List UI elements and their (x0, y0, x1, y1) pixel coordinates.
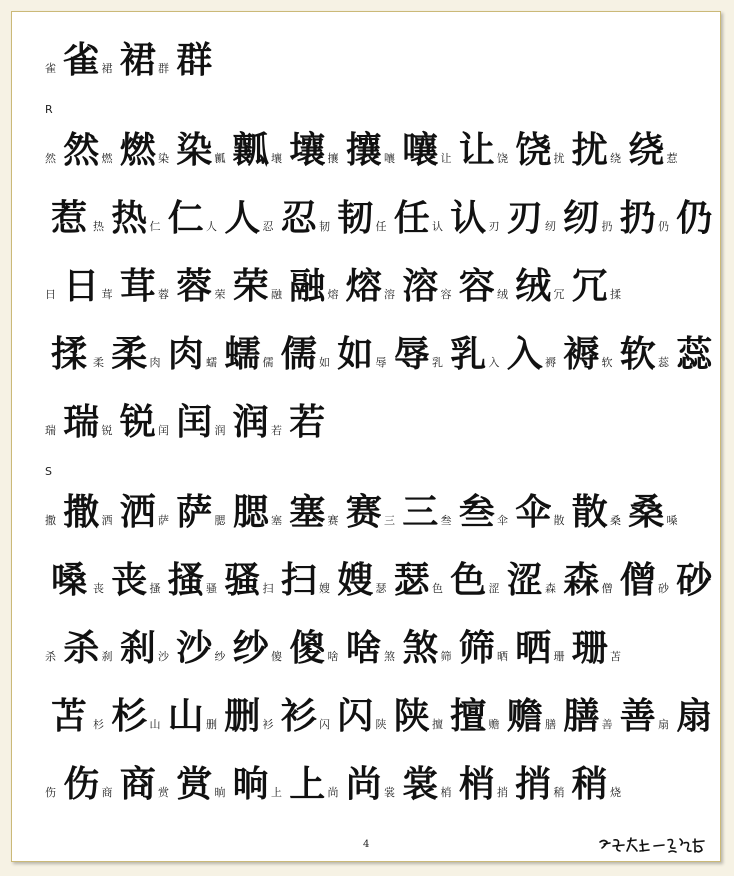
calligraphy-glyph: 筛 (458, 627, 495, 669)
printed-character: 裙 (101, 61, 113, 75)
calligraphy-glyph: 搔 (167, 559, 204, 601)
printed-character: 攘 (327, 151, 339, 165)
calligraphy-glyph: 傻 (289, 627, 326, 669)
calligraphy-glyph: 瑞 (63, 401, 100, 443)
printed-character: 茸 (101, 287, 113, 301)
printed-character: 上 (271, 785, 282, 799)
calligraphy-glyph: 任 (393, 197, 430, 239)
calligraphy-glyph: 森 (563, 559, 600, 601)
calligraphy-glyph: 杀 (63, 627, 100, 669)
calligraphy-glyph: 沙 (176, 627, 213, 669)
printed-character: 伤 (45, 785, 56, 799)
printed-character: 绒 (497, 287, 508, 301)
calligraphy-glyph: 伤 (63, 763, 100, 805)
printed-character: 辱 (375, 355, 387, 369)
calligraphy-glyph: 梢 (458, 763, 495, 805)
printed-character: 桑 (610, 513, 621, 527)
printed-character: 荣 (214, 287, 226, 301)
printed-character: 溶 (384, 287, 395, 301)
calligraphy-glyph: 纱 (232, 627, 269, 669)
calligraphy-glyph: 肉 (167, 333, 204, 375)
printed-character: 搔 (149, 581, 161, 595)
printed-character: 擅 (432, 717, 443, 731)
printed-character: 善 (601, 717, 613, 731)
calligraphy-glyph: 扇 (676, 695, 713, 737)
printed-character: 乳 (432, 355, 443, 369)
printed-character: 扫 (262, 581, 274, 595)
calligraphy-glyph: 雀 (63, 39, 100, 81)
calligraphy-glyph: 桑 (628, 491, 665, 533)
printed-character: 洒 (101, 513, 113, 527)
calligraphy-glyph: 认 (450, 197, 487, 239)
printed-character: 衫 (262, 717, 274, 731)
calligraphy-glyph: 茸 (119, 265, 156, 307)
calligraphy-glyph: 色 (450, 559, 487, 601)
printed-character: 商 (101, 785, 113, 799)
calligraphy-glyph: 嫂 (337, 559, 374, 601)
calligraphy-glyph: 纫 (563, 197, 600, 239)
printed-character: 壤 (271, 151, 282, 165)
calligraphy-glyph: 骚 (224, 559, 261, 601)
printed-character: 瑞 (45, 423, 56, 437)
calligraphy-glyph: 伞 (515, 491, 552, 533)
section-letter: S (45, 465, 52, 478)
printed-character: 融 (271, 287, 282, 301)
calligraphy-glyph: 染 (176, 129, 213, 171)
calligraphy-glyph: 人 (224, 197, 261, 239)
calligraphy-glyph: 荣 (232, 265, 269, 307)
printed-character: 撒 (45, 513, 56, 527)
printed-character: 韧 (319, 219, 330, 233)
calligraphy-glyph: 赏 (176, 763, 213, 805)
calligraphy-glyph: 褥 (563, 333, 600, 375)
calligraphy-glyph: 熔 (345, 265, 382, 307)
printed-character: 然 (45, 151, 56, 165)
calligraphy-glyph: 辱 (393, 333, 430, 375)
calligraphy-glyph: 饶 (515, 129, 552, 171)
calligraphy-glyph: 洒 (119, 491, 156, 533)
printed-character: 山 (149, 717, 161, 731)
calligraphy-glyph: 刹 (119, 627, 156, 669)
printed-character: 裳 (384, 785, 395, 799)
printed-character: 砂 (658, 581, 669, 595)
printed-character: 腮 (214, 513, 226, 527)
calligraphy-glyph: 膳 (563, 695, 600, 737)
calligraphy-glyph: 揉 (50, 333, 87, 375)
printed-character: 闰 (158, 423, 169, 437)
page-number: 4 (363, 839, 370, 850)
printed-character: 儒 (262, 355, 274, 369)
printed-character: 僧 (601, 581, 613, 595)
printed-character: 烧 (610, 785, 621, 799)
printed-character: 瓤 (214, 151, 226, 165)
printed-character: 刹 (101, 649, 113, 663)
calligraphy-glyph: 锐 (119, 401, 156, 443)
section-letter: R (45, 103, 53, 116)
printed-character: 认 (432, 219, 443, 233)
calligraphy-glyph: 壤 (289, 129, 326, 171)
printed-character: 仁 (149, 219, 161, 233)
printed-character: 苫 (610, 649, 621, 663)
calligraphy-glyph: 让 (458, 129, 495, 171)
printed-character: 嗓 (666, 513, 678, 527)
printed-character: 纫 (545, 219, 556, 233)
calligraphy-glyph: 然 (63, 129, 100, 171)
character-row (45, 252, 717, 320)
printed-character: 色 (432, 581, 443, 595)
printed-character: 赏 (158, 785, 169, 799)
calligraphy-glyph: 陕 (393, 695, 430, 737)
printed-character: 蓉 (158, 287, 169, 301)
calligraphy-glyph: 如 (337, 333, 374, 375)
printed-character: 杀 (45, 649, 56, 663)
printed-character: 扰 (553, 151, 565, 165)
printed-character: 热 (93, 219, 104, 233)
calligraphy-glyph: 衫 (280, 695, 317, 737)
printed-character: 雀 (45, 61, 56, 75)
calligraphy-glyph: 散 (571, 491, 608, 533)
printed-character: 燃 (101, 151, 113, 165)
calligraphy-glyph: 若 (289, 401, 326, 443)
character-row (45, 388, 717, 456)
printed-character: 柔 (93, 355, 104, 369)
calligraphy-glyph: 绕 (628, 129, 665, 171)
calligraphy-glyph: 绒 (515, 265, 552, 307)
printed-character: 绕 (610, 151, 621, 165)
printed-character: 骚 (206, 581, 217, 595)
printed-character: 散 (553, 513, 565, 527)
printed-character: 筛 (440, 649, 452, 663)
calligraphy-glyph: 善 (619, 695, 656, 737)
calligraphy-glyph: 群 (176, 39, 213, 81)
calligraphy-glyph: 入 (506, 333, 543, 375)
printed-character: 梢 (440, 785, 452, 799)
character-table (45, 26, 717, 818)
printed-character: 沙 (158, 649, 169, 663)
calligraphy-glyph: 仍 (676, 197, 713, 239)
calligraphy-glyph: 扰 (571, 129, 608, 171)
calligraphy-glyph: 乳 (450, 333, 487, 375)
calligraphy-glyph: 裙 (119, 39, 156, 81)
printed-character: 惹 (666, 151, 678, 165)
character-row (45, 750, 717, 818)
printed-character: 三 (384, 513, 395, 527)
printed-character: 嫂 (319, 581, 330, 595)
calligraphy-glyph: 冗 (571, 265, 608, 307)
printed-character: 褥 (545, 355, 556, 369)
printed-character: 冗 (553, 287, 565, 301)
character-row (45, 184, 717, 252)
calligraphy-glyph: 惹 (50, 197, 87, 239)
calligraphy-glyph: 融 (289, 265, 326, 307)
calligraphy-glyph: 商 (119, 763, 156, 805)
calligraphy-glyph: 柔 (111, 333, 148, 375)
printed-character: 肉 (149, 355, 161, 369)
calligraphy-glyph: 溶 (402, 265, 439, 307)
calligraphy-glyph: 砂 (676, 559, 713, 601)
calligraphy-glyph: 热 (111, 197, 148, 239)
calligraphy-glyph: 塞 (289, 491, 326, 533)
printed-character: 杉 (93, 717, 104, 731)
printed-character: 软 (601, 355, 613, 369)
calligraphy-glyph: 杉 (111, 695, 148, 737)
printed-character: 赛 (327, 513, 339, 527)
printed-character: 捎 (497, 785, 508, 799)
printed-character: 丧 (93, 581, 104, 595)
character-row (45, 116, 717, 184)
calligraphy-glyph: 捎 (515, 763, 552, 805)
calligraphy-glyph: 上 (289, 763, 326, 805)
printed-character: 塞 (271, 513, 282, 527)
printed-character: 润 (214, 423, 226, 437)
printed-character: 人 (206, 219, 217, 233)
printed-character: 嚷 (384, 151, 395, 165)
printed-character: 删 (206, 717, 217, 731)
calligraphy-glyph: 裳 (402, 763, 439, 805)
calligraphy-glyph: 润 (232, 401, 269, 443)
printed-character: 熔 (327, 287, 339, 301)
printed-character: 扇 (658, 717, 669, 731)
calligraphy-glyph: 三 (402, 491, 439, 533)
printed-character: 饶 (497, 151, 508, 165)
signature-drawing (598, 836, 706, 856)
printed-character: 森 (545, 581, 556, 595)
signature (598, 836, 706, 856)
printed-character: 啥 (327, 649, 339, 663)
printed-character: 忍 (262, 219, 274, 233)
calligraphy-glyph: 苫 (50, 695, 87, 737)
printed-character: 揉 (610, 287, 621, 301)
calligraphy-glyph: 丧 (111, 559, 148, 601)
character-row (45, 478, 717, 546)
calligraphy-glyph: 赛 (345, 491, 382, 533)
character-row (45, 26, 717, 94)
calligraphy-glyph: 叁 (458, 491, 495, 533)
calligraphy-glyph: 山 (167, 695, 204, 737)
printed-character: 闪 (319, 717, 330, 731)
printed-character: 煞 (384, 649, 395, 663)
calligraphy-glyph: 瑟 (393, 559, 430, 601)
calligraphy-glyph: 稍 (571, 763, 608, 805)
calligraphy-glyph: 瓤 (232, 129, 269, 171)
calligraphy-glyph: 攘 (345, 129, 382, 171)
printed-character: 晌 (214, 785, 226, 799)
character-row (45, 614, 717, 682)
calligraphy-glyph: 晒 (515, 627, 552, 669)
printed-character: 容 (440, 287, 452, 301)
printed-character: 伞 (497, 513, 508, 527)
printed-character: 染 (158, 151, 169, 165)
printed-character: 涩 (488, 581, 500, 595)
printed-character: 萨 (158, 513, 169, 527)
calligraphy-glyph: 扔 (619, 197, 656, 239)
calligraphy-glyph: 腮 (232, 491, 269, 533)
calligraphy-glyph: 尚 (345, 763, 382, 805)
character-row (45, 320, 717, 388)
printed-character: 任 (375, 219, 387, 233)
calligraphy-glyph: 晌 (232, 763, 269, 805)
printed-character: 如 (319, 355, 330, 369)
printed-character: 纱 (214, 649, 226, 663)
calligraphy-glyph: 萨 (176, 491, 213, 533)
printed-character: 稍 (553, 785, 565, 799)
calligraphy-glyph: 啥 (345, 627, 382, 669)
calligraphy-glyph: 蠕 (224, 333, 261, 375)
calligraphy-glyph: 涩 (506, 559, 543, 601)
calligraphy-glyph: 扫 (280, 559, 317, 601)
printed-character: 赡 (488, 717, 500, 731)
printed-character: 尚 (327, 785, 339, 799)
printed-character: 珊 (553, 649, 565, 663)
printed-character: 若 (271, 423, 282, 437)
calligraphy-glyph: 赡 (506, 695, 543, 737)
printed-character: 傻 (271, 649, 282, 663)
printed-character: 陕 (375, 717, 387, 731)
calligraphy-glyph: 嚷 (402, 129, 439, 171)
calligraphy-glyph: 软 (619, 333, 656, 375)
calligraphy-glyph: 刃 (506, 197, 543, 239)
calligraphy-glyph: 嗓 (50, 559, 87, 601)
calligraphy-glyph: 燃 (119, 129, 156, 171)
calligraphy-glyph: 僧 (619, 559, 656, 601)
calligraphy-glyph: 撒 (63, 491, 100, 533)
calligraphy-glyph: 删 (224, 695, 261, 737)
calligraphy-glyph: 闪 (337, 695, 374, 737)
calligraphy-glyph: 儒 (280, 333, 317, 375)
printed-character: 群 (158, 61, 169, 75)
calligraphy-glyph: 韧 (337, 197, 374, 239)
calligraphy-glyph: 忍 (280, 197, 317, 239)
printed-character: 锐 (101, 423, 113, 437)
printed-character: 叁 (440, 513, 452, 527)
printed-character: 晒 (497, 649, 508, 663)
printed-character: 刃 (488, 219, 500, 233)
character-row (45, 546, 717, 614)
printed-character: 扔 (601, 219, 613, 233)
printed-character: 日 (45, 287, 56, 301)
printed-character: 蠕 (206, 355, 217, 369)
calligraphy-glyph: 闰 (176, 401, 213, 443)
page-frame (11, 11, 721, 862)
printed-character: 入 (488, 355, 500, 369)
calligraphy-glyph: 容 (458, 265, 495, 307)
calligraphy-glyph: 珊 (571, 627, 608, 669)
calligraphy-glyph: 煞 (402, 627, 439, 669)
calligraphy-glyph: 蕊 (676, 333, 713, 375)
printed-character: 仍 (658, 219, 669, 233)
calligraphy-glyph: 日 (63, 265, 100, 307)
character-row (45, 682, 717, 750)
printed-character: 瑟 (375, 581, 387, 595)
calligraphy-glyph: 蓉 (176, 265, 213, 307)
printed-character: 让 (440, 151, 452, 165)
printed-character: 膳 (545, 717, 556, 731)
printed-character: 蕊 (658, 355, 669, 369)
calligraphy-glyph: 仁 (167, 197, 204, 239)
calligraphy-glyph: 擅 (450, 695, 487, 737)
